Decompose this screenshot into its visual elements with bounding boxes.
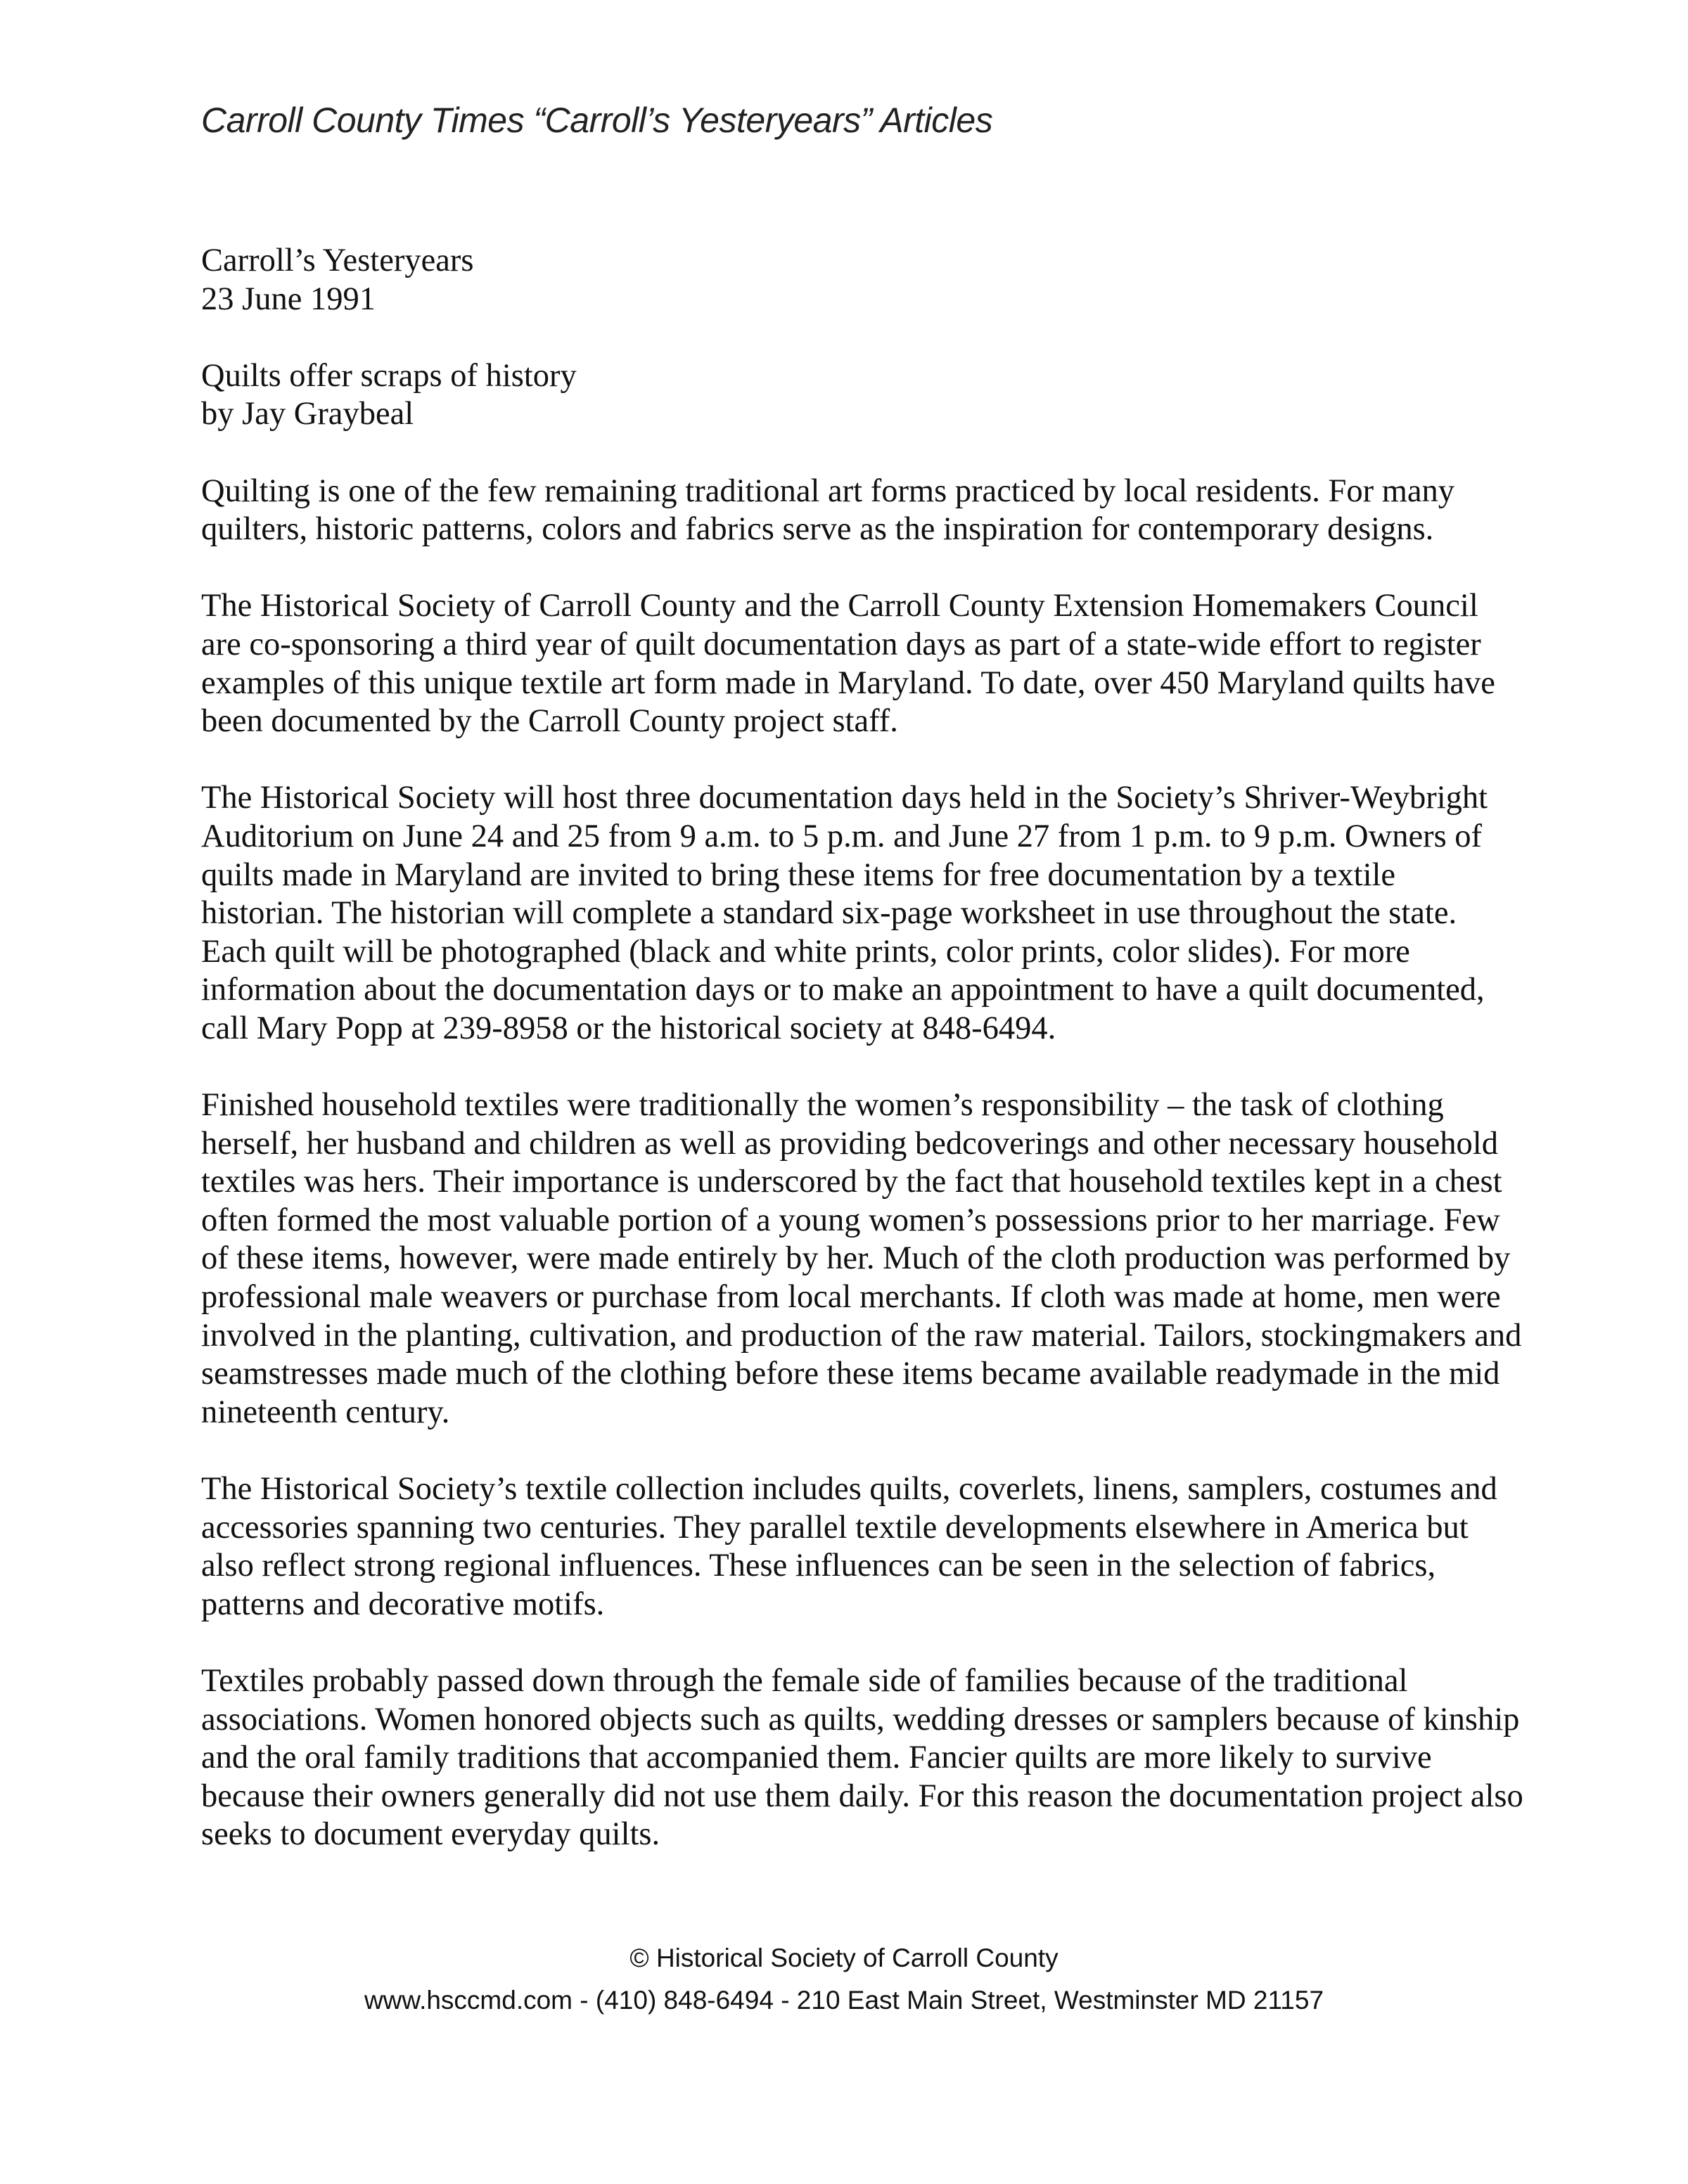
paragraph: Finished household textiles were traditionally the women’s responsibility – the task of clothing herself, her husband and children as well as providing bedcoverings and other necessary household textiles was hers. Their importance is underscored by the fact that household textiles kept in a chest often formed the most valuable portion of a young women’s possessions prior to her marriage. Few of these items, however, were made entirely by her. Much of the cloth production was performed by professional male weavers or purchase from local merchants. If cloth was made at home, men were involved in the planting, cultivation, and production of the raw material. Tailors, stockingmakers and seamstresses made much of the clothing before these items became available readymade in the mid nineteenth century. [201, 1087, 1522, 1430]
paragraph: The Historical Society’s textile collection includes quilts, coverlets, linens, samplers, costumes and accessories spanning two centuries. They parallel textile developments elsewhere in America but also reflect strong regional influences. These influences can be seen in the selection of fabrics, patterns and decorative motifs. [201, 1471, 1497, 1622]
article-meta [201, 242, 1523, 319]
paragraph: Quilting is one of the few remaining traditional art forms practiced by local residents. For many quilters, historic patterns, colors and fabrics serve as the inspiration for contemporary designs. [201, 473, 1455, 548]
paragraph: Textiles probably passed down through the female side of families because of the traditional associations. Women honored objects such as quilts, wedding dresses or samplers because of kinship and the oral family traditions that accompanied them. Fancier quilts are more likely to survive because their owners generally did not use them daily. For this reason the documentation project also seeks to document everyday quilts. [201, 1662, 1523, 1853]
article-date: 23 June 1991 [201, 281, 376, 317]
paragraph: The Historical Society of Carroll County and the Carroll County Extension Homemakers Council are co-sponsoring a third year of quilt documentation days as part of a state-wide effort to register examples of this unique textile art form made in Maryland. To date, over 450 Maryland quilts have been documented by the Carroll County project staff. [201, 588, 1495, 740]
article [201, 242, 1523, 1893]
article-headline: Quilts offer scraps of history [201, 357, 577, 394]
column-name: Carroll’s Yesteryears [201, 243, 474, 278]
article-title-block [201, 357, 1523, 434]
article-byline: by Jay Graybeal [201, 396, 414, 432]
footer-copyright: © Historical Society of Carroll County [629, 1944, 1059, 1972]
paragraph: The Historical Society will host three documentation days held in the Society’s Shriver-Weybright Auditorium on June 24 and 25 from 9 a.m. to 5 p.m. and June 27 from 1 p.m. to 9 p.m. Owners of quilts made in Maryland are invited to bring these items for free documentation by a textile historian. The historian will complete a standard six-page worksheet in use throughout the state. Each quilt will be photographed (black and white prints, color prints, color slides). For more information about the documentation days or to make an appointment to have a quilt documented, call Mary Popp at 239-8958 or the historical society at 848-6494. [201, 780, 1488, 1046]
page-footer [0, 1937, 1688, 2022]
footer-contact: www.hsccmd.com - (410) 848-6494 - 210 East Main Street, Westminster MD 21157 [364, 1986, 1324, 2015]
page-header-title: Carroll County Times “Carroll’s Yesteryears” Articles [201, 101, 993, 140]
